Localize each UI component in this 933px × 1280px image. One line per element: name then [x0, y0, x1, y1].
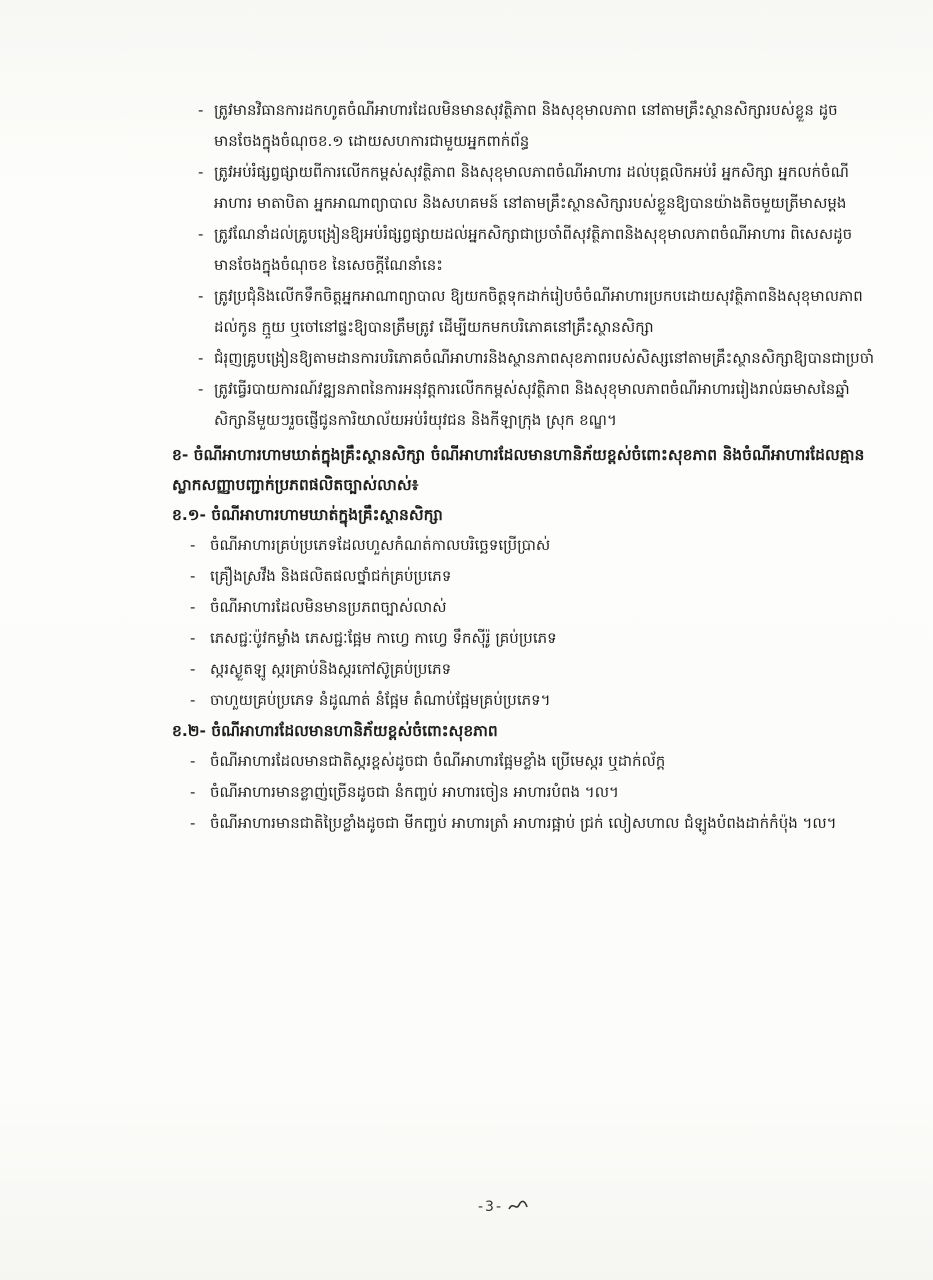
- list-dash: -: [198, 287, 204, 305]
- subsection-b2-heading: ខ.២- ចំណីអាហារដែលមានហានិភ័យខ្ពស់ចំពោះសុខភាព: [172, 722, 498, 740]
- list-item-text: ចំណីអាហារគ្រប់ប្រភេទដែលហួសកំណត់កាលបរិច្ឆេទប្រើប្រាស់: [210, 536, 551, 554]
- list-item: [150, 685, 880, 716]
- list-item-text: ត្រូវធ្វើរបាយការណ៍វឌ្ឍនភាពនៃការអនុវត្តការលើកកម្ពស់សុវត្ថិភាព និងសុខុមាលភាពចំណីអាហាររៀងរាល់ឆមាសនៃឆ្នាំសិក្សានីមួយៗរួចផ្ញើជូនការិយាល័យអប់រំយុវជន និងកីឡាក្រុង ស្រុក ខណ្ឌ។: [214, 380, 850, 429]
- subsection-b1-heading: ខ.១- ចំណីអាហារហាមឃាត់ក្នុងគ្រឹះស្ថានសិក្សា: [172, 506, 443, 524]
- list-item-text: ចំណីអាហារមានជាតិប្រៃខ្លាំងដូចជា មីកញ្ចប់ អាហារត្រាំ អាហារផ្អាប់ ជ្រក់ លៀសហាល ជំឡូងបំពងដាក់កំប៉ុង ។ល។: [210, 814, 837, 832]
- list-item: [150, 95, 880, 157]
- list-item: [150, 157, 880, 219]
- list-item: [150, 746, 880, 777]
- page-number: [478, 1197, 529, 1215]
- list-item-text: ត្រូវណែនាំដល់គ្រូបង្រៀនឱ្យអប់រំផ្សព្វផ្សាយដល់អ្នកសិក្សាជាប្រចាំពីសុវត្ថិភាពនិងសុខុមាលភាពចំណីអាហារ ពិសេសដូចមានចែងក្នុងចំណុចខ នៃសេចក្ដីណែនាំនេះ: [214, 225, 853, 274]
- page-number-text: -3-: [478, 1199, 504, 1215]
- list-item: [150, 623, 880, 654]
- list-item-text: ភេសជ្ជៈប៉ូវកម្លាំង ភេសជ្ជៈផ្អែម កាហ្វេ កាហ្វេ ទឹកស៊ីរ៉ូ គ្រប់ប្រភេទ: [210, 629, 557, 647]
- list-dash: -: [190, 629, 196, 647]
- section-b-heading: ខ- ចំណីអាហារហាមឃាត់ក្នុងគ្រឹះស្ថានសិក្សា ចំណីអាហារដែលមានហានិភ័យខ្ពស់ចំពោះសុខភាព និងចំណីអាហារដែលគ្មានស្លាកសញ្ញាបញ្ជាក់ប្រភពផលិតច្បាស់លាស់៖: [172, 446, 865, 494]
- list-dash: -: [190, 783, 196, 801]
- list-dash: -: [190, 752, 196, 770]
- list-dash: -: [190, 691, 196, 709]
- list-item: [150, 592, 880, 623]
- list-dash: -: [190, 814, 196, 832]
- list-item: [150, 530, 880, 561]
- list-item: [150, 777, 880, 808]
- list-item-text: ត្រូវមានវិធានការដកហូតចំណីអាហារដែលមិនមានសុវត្ថិភាព និងសុខុមាលភាព នៅតាមគ្រឹះស្ថានសិក្សារបស់ខ្លួន ដូចមានចែងក្នុងចំណុចខ.១ ដោយសហការជាមួយអ្នកពាក់ព័ន្ធ: [214, 101, 838, 150]
- list-item-text: ចំណីអាហារដែលមានជាតិស្ករខ្ពស់ដូចជា ចំណីអាហារផ្អែមខ្លាំង ប្រើមេស្ករ ឬដាក់ល័ក្ត: [210, 752, 666, 770]
- list-item: [150, 343, 880, 374]
- list-item-text: ត្រូវអប់រំផ្សព្វផ្សាយពីការលើកកម្ពស់សុវត្ថិភាព និងសុខុមាលភាពចំណីអាហារ ដល់បុគ្គលិកអប់រំ អ្នកសិក្សា អ្នកលក់ចំណីអាហារ មាតាបិតា អ្នកអាណាព្យាបាល និងសហគមន៍ នៅតាមគ្រឹះស្ថានសិក្សារបស់ខ្លួនឱ្យបានយ៉ាងតិចមួយត្រីមាសម្ដង: [214, 163, 849, 212]
- list-item-text: ជំរុញគ្រូបង្រៀនឱ្យតាមដានការបរិភោគចំណីអាហារនិងស្ថានភាពសុខភាពរបស់សិស្សនៅតាមគ្រឹះស្ថានសិក្សាឱ្យបានជាប្រចាំ: [214, 349, 874, 367]
- list-dash: -: [190, 567, 196, 585]
- list-item-text: ស្ករស្ងួតឡូ ស្ករគ្រាប់និងស្ករកៅស៊ូគ្រប់ប្រភេទ: [210, 660, 452, 678]
- list-item-text: គ្រឿងស្រវឹង និងផលិតផលថ្នាំជក់គ្រប់ប្រភេទ: [210, 567, 452, 585]
- list-dash: -: [190, 536, 196, 554]
- subsection-b2-list: [150, 746, 880, 839]
- list-item: [150, 808, 880, 839]
- document-body: [150, 95, 880, 839]
- list-dash: -: [198, 380, 204, 398]
- subsection-b1-list: [150, 530, 880, 716]
- list-dash: -: [198, 225, 204, 243]
- handwritten-initial-mark: [507, 1199, 529, 1213]
- list-item: [150, 374, 880, 436]
- section-a-bullet-list: [150, 95, 880, 436]
- list-item-text: ត្រូវប្រជុំនិងលើកទឹកចិត្តអ្នកអាណាព្យាបាល ឱ្យយកចិត្តទុកដាក់រៀបចំចំណីអាហារប្រកបដោយសុវត្ថិភាពនិងសុខុមាលភាពដល់កូន ក្មួយ ឬចៅនៅផ្ទះឱ្យបានត្រឹមត្រូវ ដើម្បីយកមកបរិភោគនៅគ្រឹះស្ថានសិក្សា: [214, 287, 863, 336]
- list-item: [150, 654, 880, 685]
- list-item-text: ចំណីអាហារមានខ្លាញ់ច្រើនដូចជា នំកញ្ចប់ អាហារចៀន អាហារបំពង ។ល។: [210, 783, 619, 801]
- list-dash: -: [198, 349, 204, 367]
- list-dash: -: [190, 598, 196, 616]
- list-item: [150, 281, 880, 343]
- list-item-text: ចំណីអាហារដែលមិនមានប្រភពច្បាស់លាស់: [210, 598, 447, 616]
- list-dash: -: [198, 101, 204, 119]
- list-item-text: ចាហួយគ្រប់ប្រភេទ នំដូណាត់ នំផ្អែម តំណាប់ផ្អែមគ្រប់ប្រភេទ។: [210, 691, 551, 709]
- list-dash: -: [198, 163, 204, 181]
- list-dash: -: [190, 660, 196, 678]
- list-item: [150, 561, 880, 592]
- list-item: [150, 219, 880, 281]
